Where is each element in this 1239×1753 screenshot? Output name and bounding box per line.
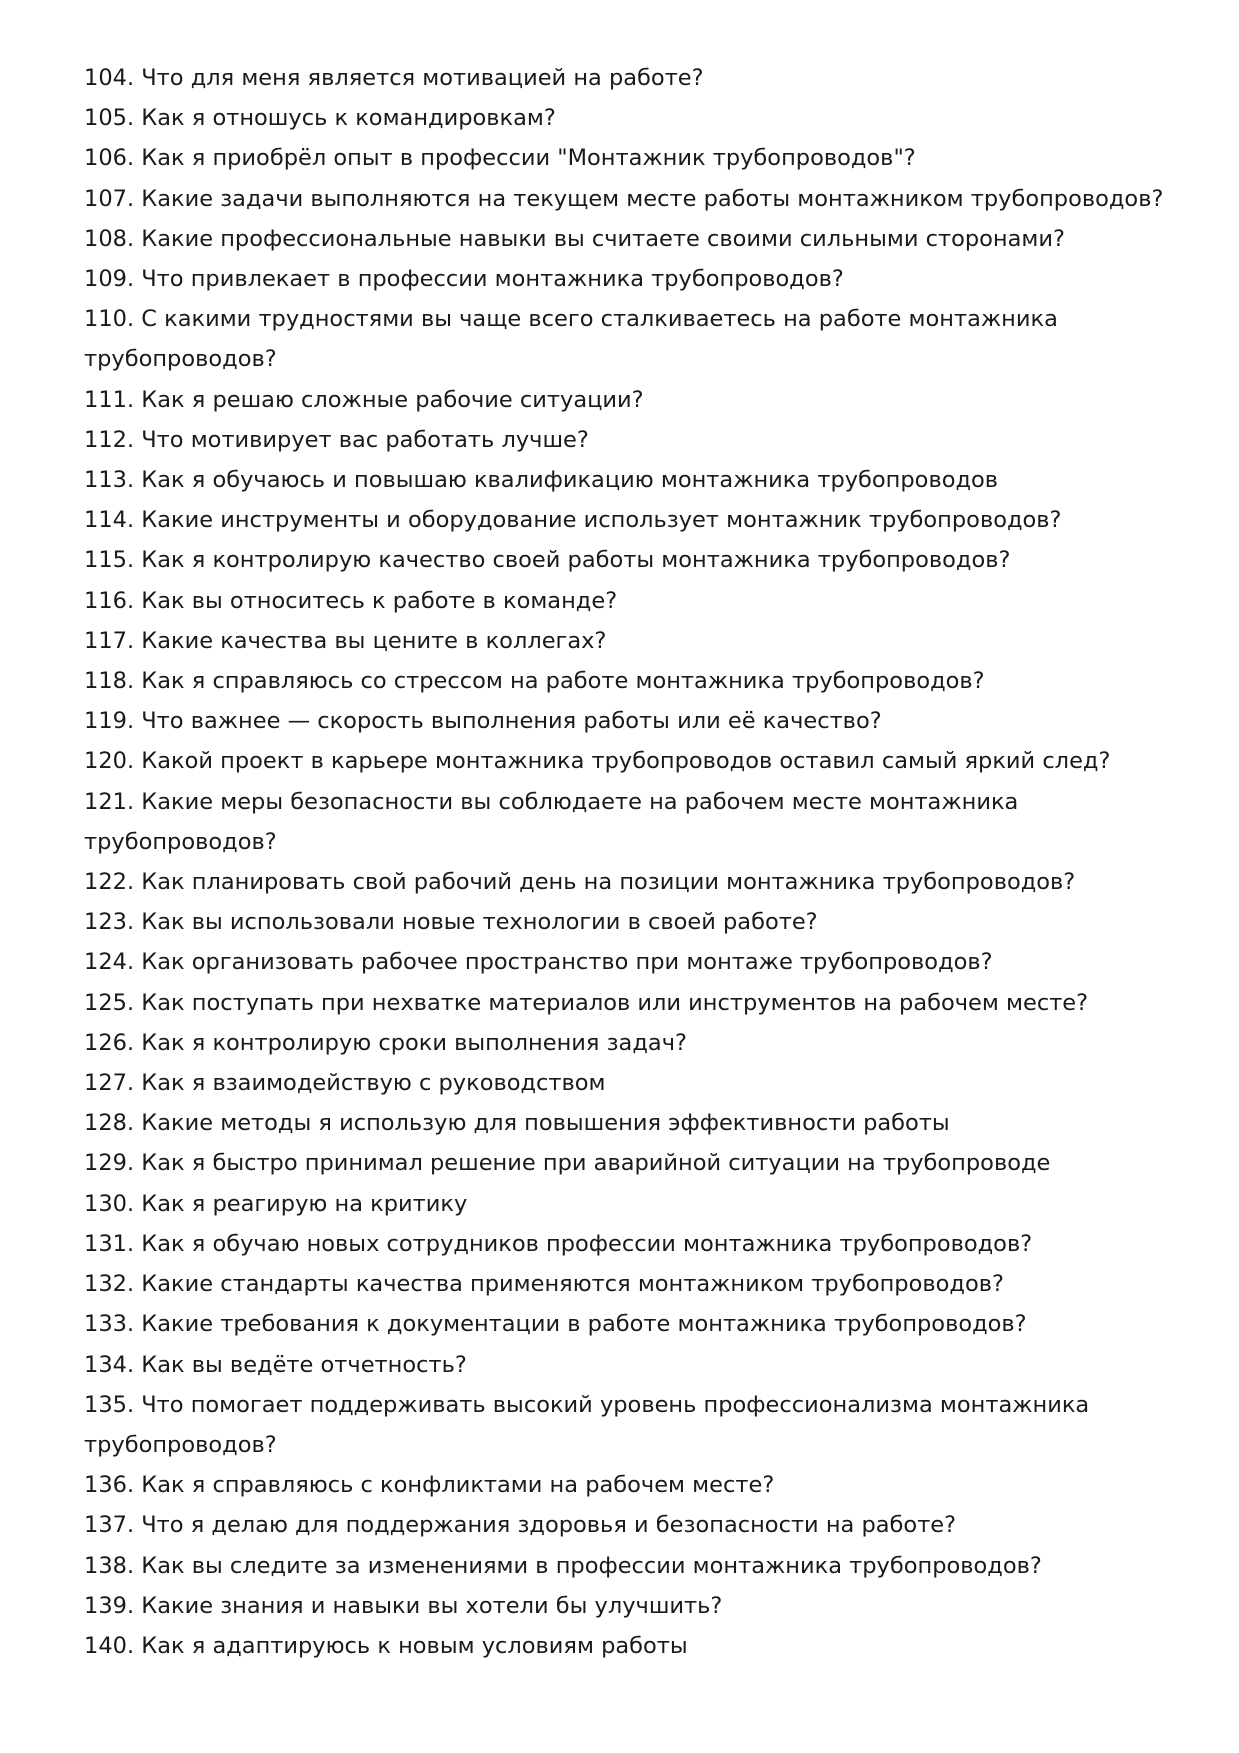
- question-item: 139. Какие знания и навыки вы хотели бы улучшить?: [84, 1592, 723, 1619]
- question-item: 104. Что для меня является мотивацией на работе?: [84, 65, 704, 91]
- question-item: 129. Как я быстро принимал решение при аварийной ситуации на трубопроводе: [84, 1150, 1051, 1177]
- question-item: 137. Что я делаю для поддержания здоровья и безопасности на работе?: [84, 1512, 957, 1539]
- question-item: 120. Какой проект в карьере монтажника трубопроводов оставил самый яркий след?: [84, 748, 1111, 775]
- question-item: 108. Какие профессиональные навыки вы считаете своими сильными сторонами?: [84, 225, 1065, 252]
- question-item: 110. С какими трудностями вы чаще всего сталкиваетесь на работе монтажника трубопроводов?: [84, 306, 1058, 373]
- question-item: 138. Как вы следите за изменениями в профессии монтажника трубопроводов?: [84, 1552, 1042, 1579]
- question-item: 106. Как я приобрёл опыт в профессии "Монтажник трубопроводов"?: [84, 145, 916, 172]
- question-item: 130. Как я реагирую на критику: [84, 1190, 468, 1217]
- question-item: 124. Как организовать рабочее пространство при монтаже трубопроводов?: [84, 949, 993, 976]
- question-item: 133. Какие требования к документации в работе монтажника трубопроводов?: [84, 1311, 1027, 1338]
- question-item: 107. Какие задачи выполняются на текущем месте работы монтажником трубопроводов?: [84, 185, 1164, 212]
- question-item: 136. Как я справляюсь с конфликтами на рабочем месте?: [84, 1472, 775, 1499]
- question-item: 114. Какие инструменты и оборудование использует монтажник трубопроводов?: [84, 507, 1062, 534]
- question-item: 135. Что помогает поддерживать высокий уровень профессионализма монтажника трубопроводов?: [84, 1391, 1090, 1458]
- question-item: 115. Как я контролирую качество своей работы монтажника трубопроводов?: [84, 547, 1011, 574]
- question-item: 132. Какие стандарты качества применяются монтажником трубопроводов?: [84, 1271, 1004, 1298]
- question-item: 127. Как я взаимодействую с руководством: [84, 1070, 606, 1097]
- question-item: 126. Как я контролирую сроки выполнения задач?: [84, 1029, 687, 1056]
- question-item: 113. Как я обучаюсь и повышаю квалификацию монтажника трубопроводов: [84, 467, 999, 494]
- question-item: 140. Как я адаптируюсь к новым условиям работы: [84, 1632, 688, 1659]
- question-item: 109. Что привлекает в профессии монтажника трубопроводов?: [84, 266, 844, 293]
- question-item: 122. Как планировать свой рабочий день на позиции монтажника трубопроводов?: [84, 869, 1076, 896]
- question-item: 111. Как я решаю сложные рабочие ситуации?: [84, 386, 644, 413]
- question-item: 134. Как вы ведёте отчетность?: [84, 1351, 467, 1378]
- question-item: 121. Какие меры безопасности вы соблюдаете на рабочем месте монтажника трубопроводов?: [84, 788, 1019, 855]
- question-item: 128. Какие методы я использую для повышения эффективности работы: [84, 1110, 950, 1137]
- question-list: [84, 58, 1179, 1666]
- question-item: 112. Что мотивирует вас работать лучше?: [84, 426, 589, 453]
- question-item: 125. Как поступать при нехватке материалов или инструментов на рабочем месте?: [84, 989, 1089, 1016]
- question-item: 118. Как я справляюсь со стрессом на работе монтажника трубопроводов?: [84, 668, 985, 695]
- question-item: 105. Как я отношусь к командировкам?: [84, 105, 556, 132]
- question-item: 131. Как я обучаю новых сотрудников профессии монтажника трубопроводов?: [84, 1230, 1033, 1257]
- question-item: 123. Как вы использовали новые технологии в своей работе?: [84, 909, 818, 936]
- question-item: 117. Какие качества вы цените в коллегах?: [84, 627, 607, 654]
- question-item: 116. Как вы относитесь к работе в команде?: [84, 587, 618, 614]
- question-item: 119. Что важнее — скорость выполнения работы или её качество?: [84, 708, 882, 735]
